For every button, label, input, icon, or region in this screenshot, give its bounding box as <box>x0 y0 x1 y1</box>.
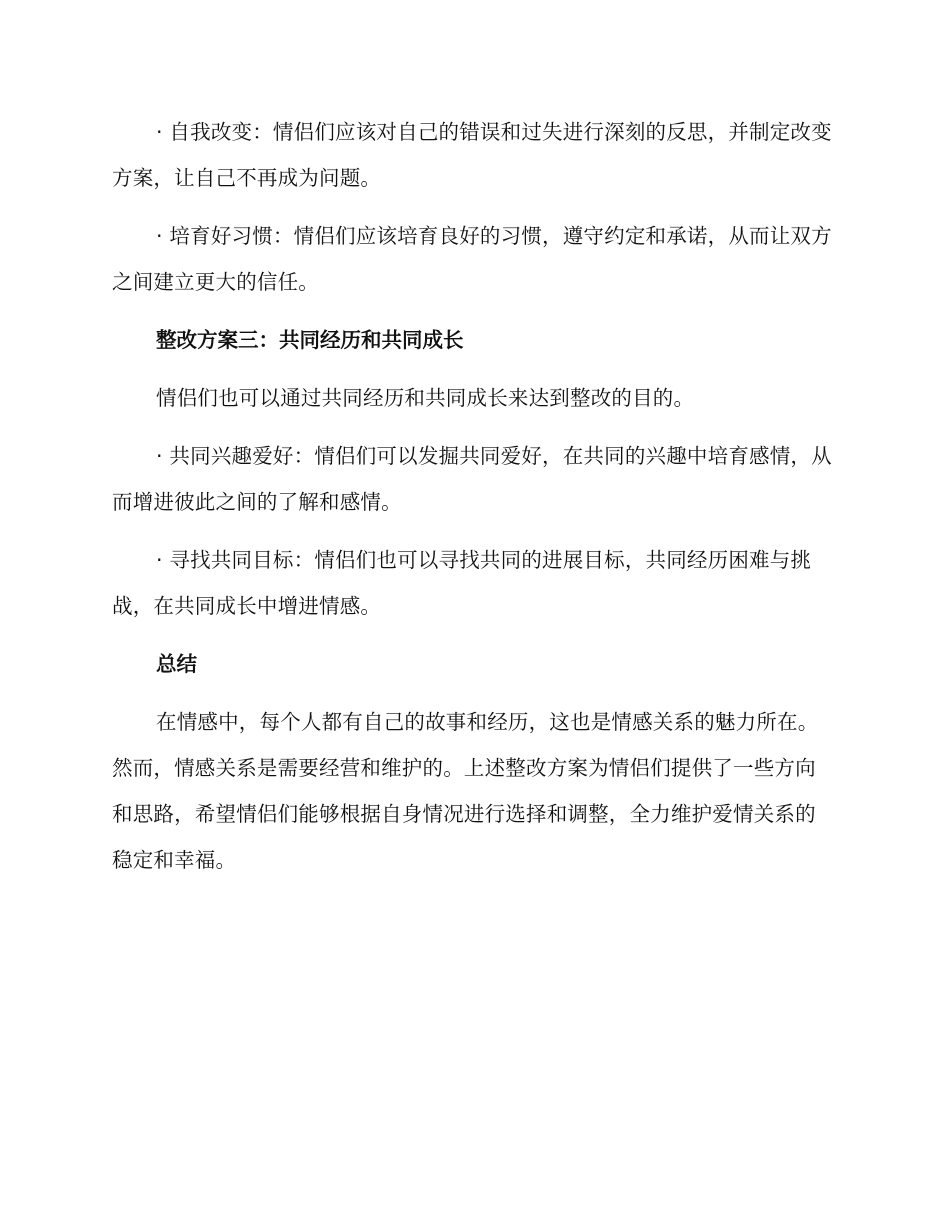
section-heading-plan-three: 整改方案三：共同经历和共同成长 <box>156 328 464 352</box>
summary-paragraph: 在情感中，每个人都有自己的故事和经历，这也是情感关系的魅力所在。然而，情感关系是需要经营和维护的。上述整改方案为情侣们提供了一些方向和思路，希望情侣们能够根据自身情况进行选择和调整，全力维护爱情关系的稳定和幸福。 <box>112 710 819 872</box>
document-body <box>112 109 832 895</box>
bullet-shared-hobbies: · 共同兴趣爱好：情侣们可以发掘共同爱好，在共同的兴趣中培育感情，从而增进彼此之间的了解和感情。 <box>112 444 832 514</box>
section-heading-summary: 总结 <box>156 652 197 676</box>
bullet-shared-goals: · 寻找共同目标：情侣们也可以寻找共同的进展目标，共同经历困难与挑战，在共同成长中增进情感。 <box>112 548 812 618</box>
bullet-good-habits: · 培育好习惯：情侣们应该培育良好的习惯，遵守约定和承诺，从而让双方之间建立更大的信任。 <box>112 224 832 294</box>
plan-three-intro: 情侣们也可以通过共同经历和共同成长来达到整改的目的。 <box>156 386 695 410</box>
bullet-self-change: · 自我改变：情侣们应该对自己的错误和过失进行深刻的反思，并制定改变方案，让自己不再成为问题。 <box>112 120 832 190</box>
